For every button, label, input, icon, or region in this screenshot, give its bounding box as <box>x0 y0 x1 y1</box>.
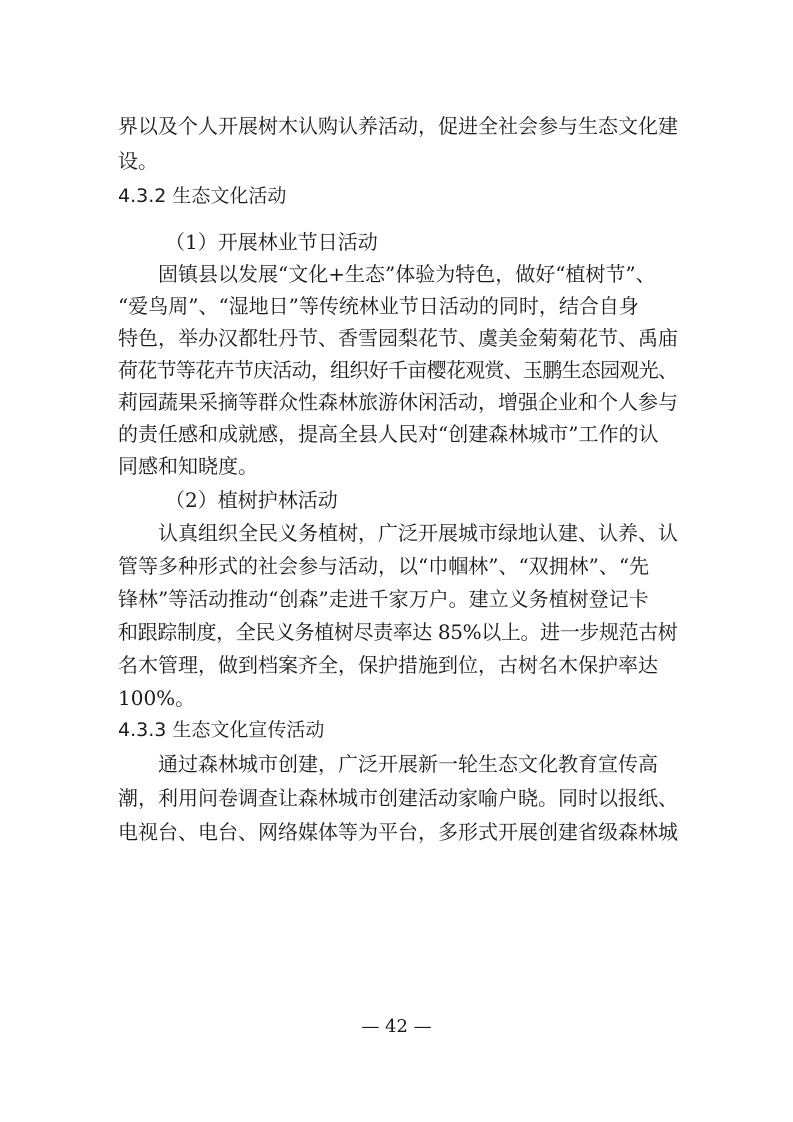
section-heading-4-3-3: 4.3.3 生态文化宣传活动 <box>118 719 325 741</box>
body-text-line: 认真组织全民义务植树，广泛开展城市绿地认建、认养、认 <box>158 521 678 545</box>
body-text-line: 的责任感和成就感，提高全县人民对“创建森林城市”工作的认 <box>118 422 659 446</box>
body-text-line: 潮，利用问卷调查让森林城市创建活动家喻户晓。同时以报纸、 <box>118 786 678 810</box>
body-text-line: 特色，举办汉都牡丹节、香雪园梨花节、虞美金菊菊花节、禹庙 <box>118 326 678 350</box>
subsection-heading-2: （2）植树护林活动 <box>165 488 338 512</box>
body-text-line: 界以及个人开展树木认购认养活动，促进全社会参与生态文化建 <box>118 114 678 138</box>
body-text-line: 锋林”等活动推动“创森”走进千家万户。建立义务植树登记卡 <box>118 587 649 611</box>
body-text-line: 设。 <box>118 149 158 173</box>
body-text-line: 管等多种形式的社会参与活动，以“巾帼林”、“双拥林”、“先 <box>118 554 650 578</box>
body-text-line: 电视台、电台、网络媒体等为平台，多形式开展创建省级森林城 <box>118 820 678 844</box>
body-text-line: 100%。 <box>118 686 196 710</box>
body-text-line: 名木管理，做到档案齐全，保护措施到位，古树名木保护率达 <box>118 653 658 677</box>
subsection-heading-1: （1）开展林业节日活动 <box>165 230 378 254</box>
page-number: — 42 — <box>361 1016 432 1037</box>
body-text-line: 莉园蔬果采摘等群众性森林旅游休闲活动，增强企业和个人参与 <box>118 390 678 414</box>
body-text-line: 同感和知晓度。 <box>118 454 258 478</box>
body-text-line: “爱鸟周”、“湿地日”等传统林业节日活动的同时，结合自身 <box>118 294 639 318</box>
body-text-line: 通过森林城市创建，广泛开展新一轮生态文化教育宣传高 <box>158 752 658 776</box>
body-text-line: 荷花节等花卉节庆活动，组织好千亩樱花观赏、玉鹏生态园观光、 <box>118 358 678 382</box>
section-heading-4-3-2: 4.3.2 生态文化活动 <box>118 185 287 207</box>
body-text-line: 和跟踪制度，全民义务植树尽责率达 85%以上。进一步规范古树 <box>118 620 678 644</box>
body-text-line: 固镇县以发展“文化+生态”体验为特色，做好“植树节”、 <box>158 262 656 286</box>
